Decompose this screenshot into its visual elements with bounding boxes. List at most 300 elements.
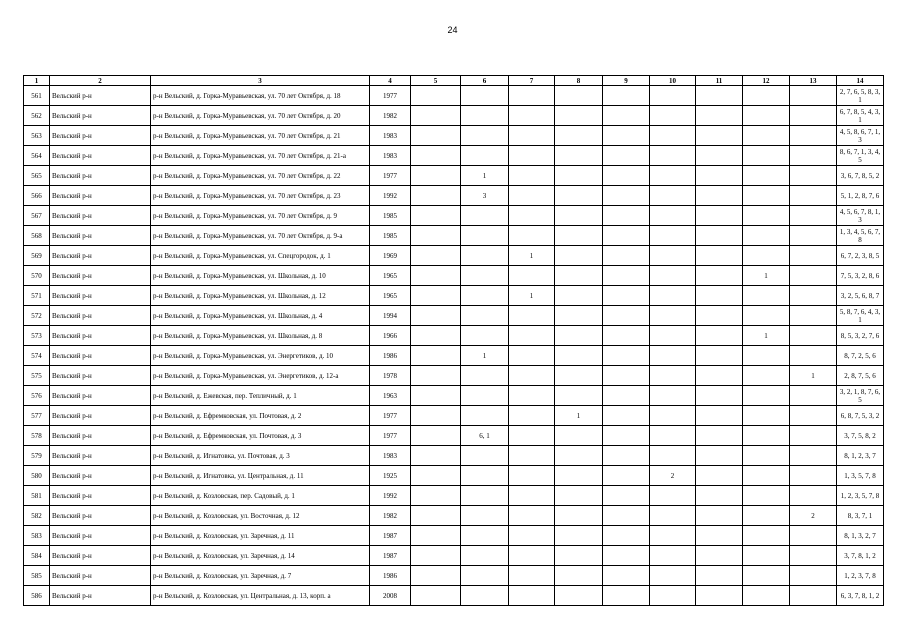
column-10-cell (650, 186, 696, 206)
sequence-cell: 8, 5, 3, 2, 7, 6 (837, 326, 884, 346)
column-header-14: 14 (837, 76, 884, 86)
table-row (24, 526, 884, 546)
row-number-cell: 562 (24, 106, 50, 126)
table-row (24, 286, 884, 306)
column-5-cell (411, 186, 461, 206)
column-8-cell (555, 146, 603, 166)
column-11-cell (696, 406, 743, 426)
column-5-cell (411, 126, 461, 146)
column-10-cell (650, 306, 696, 326)
table-row (24, 206, 884, 226)
column-9-cell (603, 446, 650, 466)
year-cell: 1969 (370, 246, 411, 266)
sequence-cell: 1, 2, 3, 7, 8 (837, 566, 884, 586)
column-8-cell (555, 426, 603, 446)
district-cell: Вельский р-н (50, 346, 151, 366)
column-10-cell (650, 526, 696, 546)
sequence-cell: 3, 2, 1, 8, 7, 6, 5 (837, 386, 884, 406)
district-cell: Вельский р-н (50, 246, 151, 266)
page-number: 24 (447, 25, 458, 35)
column-5-cell (411, 546, 461, 566)
district-cell: Вельский р-н (50, 486, 151, 506)
column-8-cell (555, 506, 603, 526)
district-cell: Вельский р-н (50, 406, 151, 426)
address-cell: р-н Вельский, д. Козловская, ул. Заречная, д. 7 (151, 566, 370, 586)
district-cell: Вельский р-н (50, 546, 151, 566)
column-6-cell (461, 246, 509, 266)
row-number-cell: 579 (24, 446, 50, 466)
district-cell: Вельский р-н (50, 566, 151, 586)
column-13-cell (790, 226, 837, 246)
table-row (24, 266, 884, 286)
address-cell: р-н Вельский, д. Горка-Муравьевская, ул. Школьная, д. 4 (151, 306, 370, 326)
column-11-cell (696, 546, 743, 566)
column-6-cell (461, 486, 509, 506)
column-6-cell (461, 446, 509, 466)
column-12-cell (743, 466, 790, 486)
year-cell: 1977 (370, 406, 411, 426)
column-5-cell (411, 346, 461, 366)
sequence-cell: 7, 5, 3, 2, 8, 6 (837, 266, 884, 286)
column-13-cell (790, 186, 837, 206)
district-cell: Вельский р-н (50, 206, 151, 226)
year-cell: 1992 (370, 186, 411, 206)
column-5-cell (411, 526, 461, 546)
column-7-cell: 1 (509, 286, 555, 306)
table-row (24, 586, 884, 606)
column-13-cell (790, 546, 837, 566)
sequence-cell: 3, 7, 8, 1, 2 (837, 546, 884, 566)
column-6-cell (461, 226, 509, 246)
column-8-cell (555, 126, 603, 146)
column-10-cell (650, 146, 696, 166)
column-12-cell (743, 366, 790, 386)
district-cell: Вельский р-н (50, 166, 151, 186)
column-12-cell (743, 486, 790, 506)
row-number-cell: 567 (24, 206, 50, 226)
column-11-cell (696, 446, 743, 466)
year-cell: 1987 (370, 546, 411, 566)
column-5-cell (411, 406, 461, 426)
district-cell: Вельский р-н (50, 86, 151, 106)
column-13-cell (790, 326, 837, 346)
year-cell: 1983 (370, 146, 411, 166)
row-number-cell: 581 (24, 486, 50, 506)
table-row (24, 466, 884, 486)
column-10-cell (650, 346, 696, 366)
year-cell: 2008 (370, 586, 411, 606)
row-number-cell: 565 (24, 166, 50, 186)
column-13-cell (790, 566, 837, 586)
column-7-cell (509, 306, 555, 326)
column-13-cell (790, 246, 837, 266)
column-11-cell (696, 126, 743, 146)
row-number-cell: 576 (24, 386, 50, 406)
column-7-cell (509, 86, 555, 106)
column-8-cell (555, 166, 603, 186)
column-9-cell (603, 86, 650, 106)
row-number-cell: 572 (24, 306, 50, 326)
column-5-cell (411, 586, 461, 606)
column-7-cell (509, 126, 555, 146)
table-row (24, 146, 884, 166)
column-7-cell: 1 (509, 246, 555, 266)
column-header-1: 1 (24, 76, 50, 86)
column-12-cell (743, 526, 790, 546)
column-9-cell (603, 466, 650, 486)
column-9-cell (603, 106, 650, 126)
column-13-cell (790, 386, 837, 406)
column-11-cell (696, 206, 743, 226)
column-9-cell (603, 386, 650, 406)
column-10-cell (650, 486, 696, 506)
sequence-cell: 4, 5, 8, 6, 7, 1, 3 (837, 126, 884, 146)
column-8-cell (555, 86, 603, 106)
column-11-cell (696, 346, 743, 366)
year-cell: 1992 (370, 486, 411, 506)
column-11-cell (696, 146, 743, 166)
sequence-cell: 4, 5, 6, 7, 8, 1, 3 (837, 206, 884, 226)
column-12-cell (743, 246, 790, 266)
year-cell: 1965 (370, 266, 411, 286)
column-5-cell (411, 206, 461, 226)
column-6-cell (461, 106, 509, 126)
column-11-cell (696, 426, 743, 446)
year-cell: 1977 (370, 86, 411, 106)
registry-table (23, 75, 884, 606)
column-10-cell (650, 586, 696, 606)
column-header-10: 10 (650, 76, 696, 86)
column-9-cell (603, 146, 650, 166)
column-13-cell (790, 206, 837, 226)
column-6-cell (461, 86, 509, 106)
column-6-cell (461, 466, 509, 486)
year-cell: 1994 (370, 306, 411, 326)
column-8-cell (555, 586, 603, 606)
table-row (24, 166, 884, 186)
column-13-cell (790, 526, 837, 546)
column-5-cell (411, 306, 461, 326)
column-11-cell (696, 226, 743, 246)
column-13-cell: 2 (790, 506, 837, 526)
column-5-cell (411, 226, 461, 246)
column-6-cell: 1 (461, 166, 509, 186)
column-7-cell (509, 106, 555, 126)
column-5-cell (411, 466, 461, 486)
district-cell: Вельский р-н (50, 286, 151, 306)
column-13-cell (790, 486, 837, 506)
row-number-cell: 573 (24, 326, 50, 346)
address-cell: р-н Вельский, д. Ефремковская, ул. Почтовая, д. 2 (151, 406, 370, 426)
column-header-8: 8 (555, 76, 603, 86)
column-12-cell (743, 106, 790, 126)
table-row (24, 186, 884, 206)
year-cell: 1986 (370, 346, 411, 366)
column-12-cell (743, 586, 790, 606)
sequence-cell: 1, 2, 3, 5, 7, 8 (837, 486, 884, 506)
column-5-cell (411, 86, 461, 106)
year-cell: 1978 (370, 366, 411, 386)
column-8-cell (555, 386, 603, 406)
column-9-cell (603, 406, 650, 426)
column-11-cell (696, 246, 743, 266)
year-cell: 1977 (370, 426, 411, 446)
sequence-cell: 2, 7, 6, 5, 8, 3, 1 (837, 86, 884, 106)
column-11-cell (696, 106, 743, 126)
column-10-cell (650, 406, 696, 426)
column-12-cell (743, 146, 790, 166)
district-cell: Вельский р-н (50, 366, 151, 386)
sequence-cell: 8, 6, 7, 1, 3, 4, 5 (837, 146, 884, 166)
address-cell: р-н Вельский, д. Козловская, ул. Заречная, д. 14 (151, 546, 370, 566)
column-13-cell (790, 286, 837, 306)
sequence-cell: 8, 1, 2, 3, 7 (837, 446, 884, 466)
address-cell: р-н Вельский, д. Горка-Муравьевская, ул. 70 лет Октября, д. 20 (151, 106, 370, 126)
column-13-cell (790, 146, 837, 166)
column-12-cell (743, 86, 790, 106)
row-number-cell: 586 (24, 586, 50, 606)
district-cell: Вельский р-н (50, 506, 151, 526)
column-6-cell (461, 126, 509, 146)
district-cell: Вельский р-н (50, 586, 151, 606)
column-7-cell (509, 146, 555, 166)
column-10-cell (650, 166, 696, 186)
column-9-cell (603, 186, 650, 206)
column-7-cell (509, 506, 555, 526)
table-row (24, 386, 884, 406)
column-13-cell (790, 106, 837, 126)
column-13-cell: 1 (790, 366, 837, 386)
column-7-cell (509, 446, 555, 466)
column-9-cell (603, 126, 650, 146)
column-9-cell (603, 506, 650, 526)
column-8-cell (555, 566, 603, 586)
column-header-4: 4 (370, 76, 411, 86)
row-number-cell: 582 (24, 506, 50, 526)
address-cell: р-н Вельский, д. Горка-Муравьевская, ул. 70 лет Октября, д. 18 (151, 86, 370, 106)
column-11-cell (696, 386, 743, 406)
column-11-cell (696, 166, 743, 186)
column-12-cell (743, 506, 790, 526)
table-row (24, 246, 884, 266)
district-cell: Вельский р-н (50, 306, 151, 326)
district-cell: Вельский р-н (50, 446, 151, 466)
column-6-cell (461, 366, 509, 386)
column-12-cell (743, 166, 790, 186)
column-7-cell (509, 166, 555, 186)
column-10-cell (650, 506, 696, 526)
column-8-cell (555, 206, 603, 226)
table-row (24, 426, 884, 446)
year-cell: 1977 (370, 166, 411, 186)
column-10-cell (650, 206, 696, 226)
column-8-cell (555, 446, 603, 466)
row-number-cell: 566 (24, 186, 50, 206)
column-11-cell (696, 466, 743, 486)
column-11-cell (696, 486, 743, 506)
column-8-cell (555, 546, 603, 566)
year-cell: 1982 (370, 106, 411, 126)
row-number-cell: 569 (24, 246, 50, 266)
address-cell: р-н Вельский, д. Ефремковская, ул. Почтовая, д. 3 (151, 426, 370, 446)
column-12-cell (743, 206, 790, 226)
column-12-cell (743, 186, 790, 206)
address-cell: р-н Вельский, д. Горка-Муравьевская, ул. 70 лет Октября, д. 21 (151, 126, 370, 146)
column-12-cell (743, 306, 790, 326)
column-7-cell (509, 366, 555, 386)
column-7-cell (509, 386, 555, 406)
district-cell: Вельский р-н (50, 186, 151, 206)
year-cell: 1985 (370, 206, 411, 226)
column-6-cell (461, 586, 509, 606)
column-header-2: 2 (50, 76, 151, 86)
column-11-cell (696, 306, 743, 326)
column-11-cell (696, 186, 743, 206)
column-8-cell (555, 346, 603, 366)
column-9-cell (603, 206, 650, 226)
district-cell: Вельский р-н (50, 326, 151, 346)
year-cell: 1986 (370, 566, 411, 586)
row-number-cell: 563 (24, 126, 50, 146)
column-header-5: 5 (411, 76, 461, 86)
column-6-cell (461, 386, 509, 406)
column-11-cell (696, 86, 743, 106)
sequence-cell: 6, 8, 7, 5, 3, 2 (837, 406, 884, 426)
sequence-cell: 8, 7, 2, 5, 6 (837, 346, 884, 366)
column-9-cell (603, 226, 650, 246)
column-8-cell (555, 326, 603, 346)
column-12-cell (743, 406, 790, 426)
column-8-cell: 1 (555, 406, 603, 426)
column-8-cell (555, 486, 603, 506)
column-header-11: 11 (696, 76, 743, 86)
column-6-cell (461, 206, 509, 226)
column-7-cell (509, 326, 555, 346)
column-7-cell (509, 486, 555, 506)
column-5-cell (411, 366, 461, 386)
column-9-cell (603, 286, 650, 306)
row-number-cell: 578 (24, 426, 50, 446)
column-6-cell (461, 146, 509, 166)
table-row (24, 106, 884, 126)
column-10-cell (650, 326, 696, 346)
table-row (24, 326, 884, 346)
column-12-cell (743, 346, 790, 366)
sequence-cell: 8, 3, 7, 1 (837, 506, 884, 526)
column-13-cell (790, 426, 837, 446)
sequence-cell: 6, 7, 8, 5, 4, 3, 1 (837, 106, 884, 126)
column-header-7: 7 (509, 76, 555, 86)
sequence-cell: 1, 3, 4, 5, 6, 7, 8 (837, 226, 884, 246)
table-row (24, 306, 884, 326)
column-5-cell (411, 426, 461, 446)
column-13-cell (790, 166, 837, 186)
address-cell: р-н Вельский, д. Горка-Муравьевская, ул. Энергетиков, д. 10 (151, 346, 370, 366)
column-10-cell (650, 446, 696, 466)
column-6-cell: 3 (461, 186, 509, 206)
sequence-cell: 3, 2, 5, 6, 8, 7 (837, 286, 884, 306)
column-13-cell (790, 306, 837, 326)
column-13-cell (790, 466, 837, 486)
column-9-cell (603, 546, 650, 566)
column-12-cell (743, 566, 790, 586)
column-9-cell (603, 486, 650, 506)
column-5-cell (411, 146, 461, 166)
column-6-cell (461, 506, 509, 526)
column-header-13: 13 (790, 76, 837, 86)
column-7-cell (509, 226, 555, 246)
address-cell: р-н Вельский, д. Горка-Муравьевская, ул. 70 лет Октября, д. 23 (151, 186, 370, 206)
column-9-cell (603, 166, 650, 186)
column-5-cell (411, 106, 461, 126)
column-13-cell (790, 586, 837, 606)
address-cell: р-н Вельский, д. Горка-Муравьевская, ул. 70 лет Октября, д. 22 (151, 166, 370, 186)
column-9-cell (603, 326, 650, 346)
year-cell: 1965 (370, 286, 411, 306)
address-cell: р-н Вельский, д. Ежевская, пер. Тепличный, д. 1 (151, 386, 370, 406)
table-row (24, 546, 884, 566)
column-5-cell (411, 506, 461, 526)
table-row (24, 486, 884, 506)
row-number-cell: 583 (24, 526, 50, 546)
sequence-cell: 5, 8, 7, 6, 4, 3, 1 (837, 306, 884, 326)
column-12-cell (743, 226, 790, 246)
table-body (24, 86, 884, 606)
row-number-cell: 564 (24, 146, 50, 166)
year-cell: 1982 (370, 506, 411, 526)
sequence-cell: 6, 7, 2, 3, 8, 5 (837, 246, 884, 266)
address-cell: р-н Вельский, д. Горка-Муравьевская, ул. 70 лет Октября, д. 21-а (151, 146, 370, 166)
column-13-cell (790, 86, 837, 106)
row-number-cell: 585 (24, 566, 50, 586)
column-13-cell (790, 346, 837, 366)
column-5-cell (411, 326, 461, 346)
column-8-cell (555, 466, 603, 486)
table-row (24, 366, 884, 386)
column-7-cell (509, 346, 555, 366)
sequence-cell: 5, 1, 2, 8, 7, 6 (837, 186, 884, 206)
column-5-cell (411, 266, 461, 286)
column-6-cell (461, 406, 509, 426)
row-number-cell: 580 (24, 466, 50, 486)
row-number-cell: 571 (24, 286, 50, 306)
column-12-cell (743, 546, 790, 566)
year-cell: 1983 (370, 446, 411, 466)
sequence-cell: 1, 3, 5, 7, 8 (837, 466, 884, 486)
column-11-cell (696, 266, 743, 286)
row-number-cell: 561 (24, 86, 50, 106)
column-5-cell (411, 386, 461, 406)
column-6-cell (461, 546, 509, 566)
district-cell: Вельский р-н (50, 226, 151, 246)
column-9-cell (603, 306, 650, 326)
sequence-cell: 2, 8, 7, 5, 6 (837, 366, 884, 386)
column-11-cell (696, 366, 743, 386)
column-12-cell: 1 (743, 326, 790, 346)
column-12-cell: 1 (743, 266, 790, 286)
sequence-cell: 3, 7, 5, 8, 2 (837, 426, 884, 446)
column-header-12: 12 (743, 76, 790, 86)
district-cell: Вельский р-н (50, 146, 151, 166)
column-10-cell (650, 266, 696, 286)
column-11-cell (696, 526, 743, 546)
row-number-cell: 577 (24, 406, 50, 426)
district-cell: Вельский р-н (50, 386, 151, 406)
column-header-9: 9 (603, 76, 650, 86)
column-10-cell (650, 246, 696, 266)
column-8-cell (555, 226, 603, 246)
column-7-cell (509, 546, 555, 566)
